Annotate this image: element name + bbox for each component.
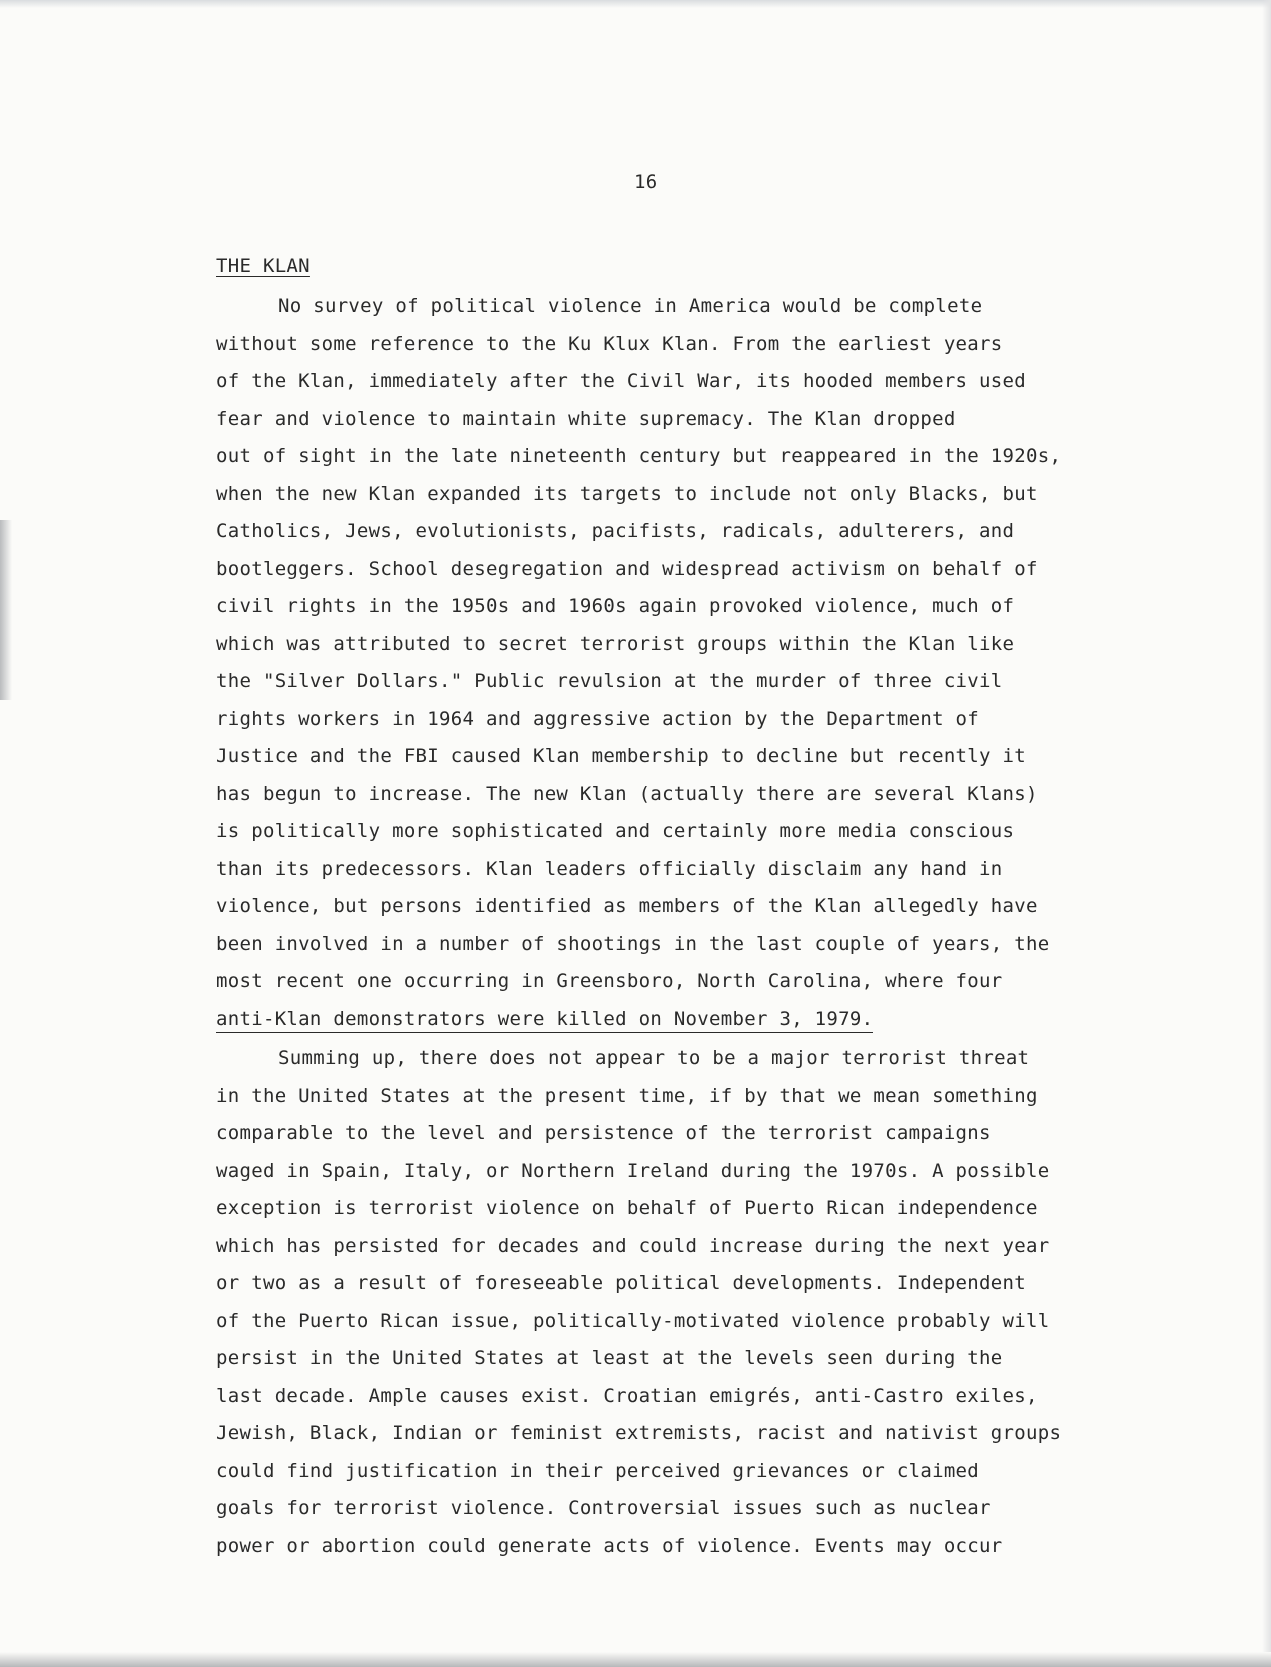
text-line: power or abortion could generate acts of violence. Events may occur [216, 1534, 1003, 1557]
text-line: of the Klan, immediately after the Civil War, its hooded members used [216, 370, 1026, 392]
text-line: last decade. Ample causes exist. Croatian emigrés, anti-Castro exiles, [216, 1384, 1038, 1407]
text-line: exception is terrorist violence on behalf of Puerto Rican independence [216, 1197, 1038, 1219]
paragraph-klan [216, 288, 1136, 1038]
text-line: than its predecessors. Klan leaders officially disclaim any hand in [216, 857, 1003, 880]
text-line: persist in the United States at least at the levels seen during the [216, 1347, 1003, 1369]
text-line: violence, but persons identified as members of the Klan allegedly have [216, 895, 1038, 917]
text-line: which has persisted for decades and could increase during the next year [216, 1234, 1050, 1257]
text-line: in the United States at the present time, if by that we mean something [216, 1084, 1038, 1107]
text-line: No survey of political violence in America would be complete [278, 295, 983, 317]
text-line: rights workers in 1964 and aggressive action by the Department of [216, 707, 980, 730]
text-line: has begun to increase. The new Klan (actually there are several Klans) [216, 782, 1038, 805]
text-line: fear and violence to maintain white supremacy. The Klan dropped [216, 407, 956, 430]
text-line: which was attributed to secret terrorist groups within the Klan like [216, 632, 1015, 655]
text-line: most recent one occurring in Greensboro, North Carolina, where four [216, 970, 1003, 992]
paragraph-summary [216, 1040, 1136, 1565]
text-line: been involved in a number of shootings in the last couple of years, the [216, 932, 1050, 955]
page-edge-left [0, 520, 12, 700]
text-line: civil rights in the 1950s and 1960s again provoked violence, much of [216, 595, 1015, 617]
text-line: the "Silver Dollars." Public revulsion at the murder of three civil [216, 670, 1003, 692]
underlined-phrase: anti-Klan demonstrators were killed on November 3, 1979. [216, 1008, 873, 1033]
text-line: goals for terrorist violence. Controversial issues such as nuclear [216, 1497, 991, 1519]
text-line: Catholics, Jews, evolutionists, pacifists, radicals, adulterers, and [216, 520, 1015, 542]
text-line-underlined [216, 1001, 1136, 1039]
page-edge-right [1262, 0, 1271, 1667]
page-edge-top [0, 0, 1271, 8]
text-line: Jewish, Black, Indian or feminist extremists, racist and nativist groups [216, 1422, 1062, 1444]
text-line: when the new Klan expanded its targets to include not only Blacks, but [216, 482, 1038, 505]
text-line: waged in Spain, Italy, or Northern Ireland during the 1970s. A possible [216, 1159, 1050, 1182]
text-line: or two as a result of foreseeable political developments. Independent [216, 1272, 1026, 1294]
text-line: Justice and the FBI caused Klan membership to decline but recently it [216, 745, 1026, 767]
text-line: comparable to the level and persistence of the terrorist campaigns [216, 1122, 991, 1144]
text-line: could find justification in their perceived grievances or claimed [216, 1459, 980, 1482]
section-heading: THE KLAN [216, 255, 310, 277]
text-line: of the Puerto Rican issue, politically-motivated violence probably will [216, 1309, 1050, 1332]
page-edge-bottom [0, 1652, 1271, 1667]
page-number: 16 [634, 171, 658, 193]
text-line: out of sight in the late nineteenth century but reappeared in the 1920s, [216, 445, 1062, 467]
text-line: is politically more sophisticated and certainly more media conscious [216, 820, 1015, 842]
text-line: without some reference to the Ku Klux Klan. From the earliest years [216, 332, 1003, 355]
text-line: bootleggers. School desegregation and widespread activism on behalf of [216, 557, 1038, 580]
text-line: Summing up, there does not appear to be a major terrorist threat [278, 1047, 1030, 1069]
